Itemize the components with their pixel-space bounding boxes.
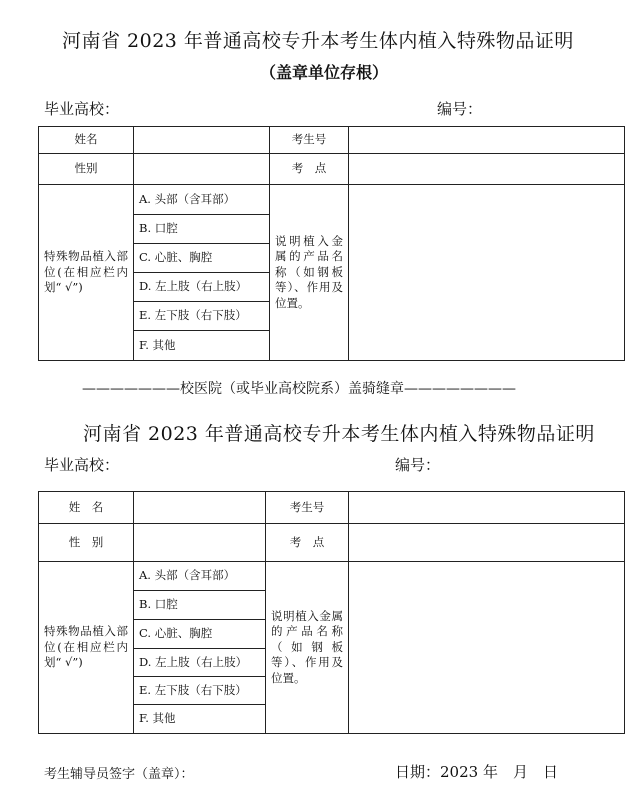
- main-exam-site-label: 考 点: [266, 524, 349, 562]
- main-gender-field[interactable]: [134, 524, 266, 562]
- stub-exam-site-field[interactable]: [349, 154, 625, 185]
- stub-option-f[interactable]: F. 其他: [134, 331, 270, 361]
- stub-category-label: 特殊物品植入部位(在相应栏内划“ √”): [39, 185, 134, 361]
- main-description-field[interactable]: [349, 562, 625, 734]
- stub-form-table: [38, 126, 625, 361]
- stub-number-label: 编号：: [437, 100, 483, 118]
- main-school-label: 毕业高校：: [44, 456, 120, 474]
- stub-title: 河南省 2023 年普通高校专升本考生体内植入特殊物品证明: [62, 30, 574, 52]
- stub-subtitle: （盖章单位存根）: [260, 63, 389, 82]
- stub-option-d[interactable]: D. 左上肢（右上肢）: [134, 273, 270, 302]
- main-option-e[interactable]: E. 左下肢（右下肢）: [134, 677, 266, 705]
- counselor-signature-label: 考生辅导员签字（盖章）：: [44, 767, 194, 782]
- main-option-b[interactable]: B. 口腔: [134, 591, 266, 620]
- stub-option-e[interactable]: E. 左下肢（右下肢）: [134, 302, 270, 331]
- stub-exam-no-field[interactable]: [349, 127, 625, 154]
- main-note: 说明植入金属的产品名称（如钢板等）、作用及位置。: [266, 562, 349, 734]
- stub-gender-label: 性别: [39, 154, 134, 185]
- main-option-d[interactable]: D. 左上肢（右上肢）: [134, 649, 266, 677]
- date-label: 日期：2023 年 月 日: [395, 763, 558, 781]
- stub-exam-no-label: 考生号: [270, 127, 349, 154]
- main-exam-no-label: 考生号: [266, 492, 349, 524]
- main-exam-no-field[interactable]: [349, 492, 625, 524]
- main-option-c[interactable]: C. 心脏、胸腔: [134, 620, 266, 649]
- main-form-table: [38, 491, 625, 734]
- main-option-a[interactable]: A. 头部（含耳部）: [134, 562, 266, 591]
- main-exam-site-field[interactable]: [349, 524, 625, 562]
- stub-option-b[interactable]: B. 口腔: [134, 215, 270, 244]
- main-number-label: 编号：: [395, 456, 441, 474]
- stub-exam-site-label: 考 点: [270, 154, 349, 185]
- stub-option-a[interactable]: A. 头部（含耳部）: [134, 185, 270, 215]
- stub-description-field[interactable]: [349, 185, 625, 361]
- stub-name-label: 姓名: [39, 127, 134, 154]
- main-name-field[interactable]: [134, 492, 266, 524]
- main-name-label: 姓 名: [39, 492, 134, 524]
- main-option-f[interactable]: F. 其他: [134, 705, 266, 734]
- main-title: 河南省 2023 年普通高校专升本考生体内植入特殊物品证明: [83, 423, 595, 445]
- stub-option-c[interactable]: C. 心脏、胸腔: [134, 244, 270, 273]
- stub-name-field[interactable]: [134, 127, 270, 154]
- stub-note: 说明植入金属的产品名称（如钢板等）、作用及位置。: [270, 185, 349, 361]
- seal-separator-line: ———————校医院（或毕业高校院系）盖骑缝章————————: [82, 381, 516, 397]
- main-gender-label: 性 别: [39, 524, 134, 562]
- main-category-label: 特殊物品植入部位(在相应栏内划“ √”): [39, 562, 134, 734]
- stub-school-label: 毕业高校：: [44, 100, 120, 118]
- stub-gender-field[interactable]: [134, 154, 270, 185]
